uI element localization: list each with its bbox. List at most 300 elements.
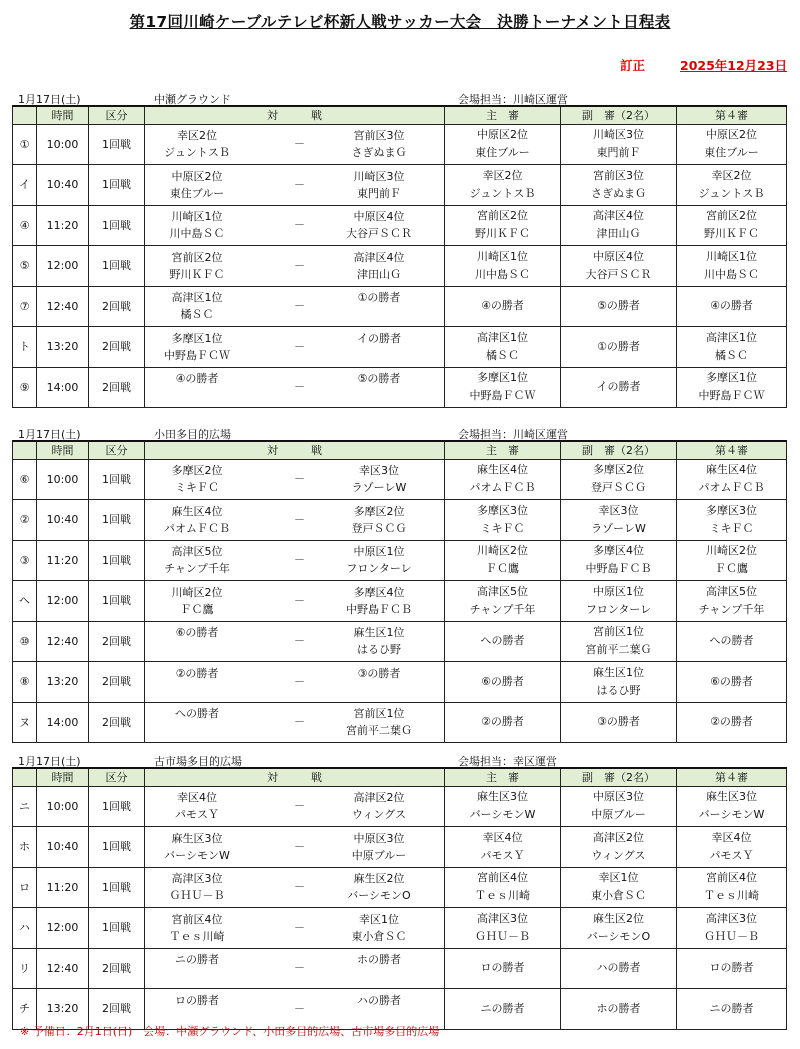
referee-rank: 宮前区2位 — [477, 209, 528, 223]
team-b-name: フロンターレ — [346, 562, 412, 576]
table-row — [13, 205, 787, 246]
referee-rank: 中原区2位 — [477, 128, 528, 142]
fourth-rank: 宮前区4位 — [706, 871, 757, 885]
fourth-team: ジュントスＢ — [698, 186, 765, 200]
assistant-rank: 麻生区1位 — [593, 665, 644, 679]
versus-dash: － — [294, 839, 305, 853]
table-row — [13, 786, 787, 827]
match-id: ⑧ — [13, 662, 37, 703]
versus-dash: － — [294, 137, 305, 151]
fourth-team: パオムＦＣＢ — [698, 481, 765, 495]
venue-name: 中瀬グラウンド — [154, 93, 231, 106]
table-row — [13, 500, 787, 541]
team-a-name: 野川ＫＦＣ — [169, 267, 225, 281]
referee-cell — [445, 500, 561, 541]
fourth-rank: 高津区5位 — [706, 584, 757, 598]
versus-dash: － — [294, 880, 305, 894]
fourth-rank: ニの勝者 — [709, 1001, 754, 1015]
assistant-team: フロンターレ — [585, 602, 652, 616]
referee-rank: ニの勝者 — [480, 1001, 525, 1015]
team-a-rank: 幸区2位 — [177, 129, 217, 143]
referee-cell — [445, 459, 561, 500]
team-a-name: 橘ＳＣ — [180, 308, 214, 322]
fourth-cell — [677, 948, 787, 989]
fourth-cell — [677, 989, 787, 1030]
team-a-rank: ロの勝者 — [175, 993, 219, 1007]
venue-manager: 会場担当：川崎区運営 — [458, 428, 568, 441]
assistant-team: 東小倉ＳＣ — [591, 889, 646, 903]
fourth-cell — [677, 459, 787, 500]
team-a-rank: ②の勝者 — [175, 666, 219, 680]
referee-cell — [445, 124, 561, 165]
match-pairing — [145, 786, 445, 827]
fourth-rank: 川崎区1位 — [706, 249, 757, 263]
assistant-cell — [561, 908, 677, 949]
referee-cell — [445, 702, 561, 743]
referee-team: 橘ＳＣ — [486, 348, 519, 362]
referee-team: パオムＦＣＢ — [469, 481, 536, 495]
fourth-rank: 高津区3位 — [706, 911, 757, 925]
fourth-cell — [677, 124, 787, 165]
team-a-rank: ⑥の勝者 — [175, 626, 219, 640]
table-header-row — [13, 441, 787, 459]
header-match: 対 戦 — [145, 441, 445, 459]
team-a-name: 川中島ＳＣ — [169, 227, 225, 241]
referee-team: 中野島ＦＣＷ — [469, 389, 536, 403]
table-row — [13, 246, 787, 287]
match-pairing — [145, 867, 445, 908]
referee-cell — [445, 246, 561, 287]
header-match: 対 戦 — [145, 106, 445, 124]
match-id: ト — [13, 327, 37, 368]
table-row — [13, 662, 787, 703]
header-round: 区分 — [89, 768, 145, 786]
fourth-team: 中野島ＦＣＷ — [698, 389, 765, 403]
match-time: 11:20 — [37, 867, 89, 908]
venue-name: 古市場多目的広場 — [154, 755, 242, 768]
page-title: 第17回川崎ケーブルテレビ杯新人戦サッカー大会 決勝トーナメント日程表 — [129, 13, 671, 31]
team-b-name: 宮前平二葉Ｇ — [346, 724, 412, 738]
fourth-cell — [677, 327, 787, 368]
assistant-cell — [561, 124, 677, 165]
match-pairing — [145, 124, 445, 165]
assistant-cell — [561, 702, 677, 743]
team-b-rank: 中原区1位 — [353, 545, 405, 559]
table-header-row — [13, 106, 787, 124]
header-fourth: 第４審 — [677, 106, 787, 124]
team-a-rank: ④の勝者 — [175, 372, 219, 386]
referee-team: ＧＨＵ－Ｂ — [475, 929, 530, 943]
fourth-rank: 幸区2位 — [711, 168, 752, 182]
match-pairing — [145, 205, 445, 246]
fourth-cell — [677, 662, 787, 703]
match-time: 14:00 — [37, 702, 89, 743]
team-a-name: パオムＦＣＢ — [164, 521, 230, 535]
referee-team: ジュントスＢ — [469, 186, 536, 200]
header-match: 対 戦 — [145, 768, 445, 786]
assistant-rank: 宮前区3位 — [593, 168, 644, 182]
table-row — [13, 286, 787, 327]
table-row — [13, 459, 787, 500]
referee-cell — [445, 662, 561, 703]
team-a-name: ＧＨＵ－Ｂ — [169, 889, 225, 903]
referee-team: バーシモンW — [469, 808, 536, 822]
referee-rank: ⑥の勝者 — [481, 674, 524, 688]
versus-dash: － — [294, 339, 305, 353]
versus-dash: － — [294, 920, 305, 934]
venue-name: 小田多目的広場 — [154, 428, 231, 441]
match-round: 1回戦 — [89, 165, 145, 206]
team-a-name: ミキＦＣ — [175, 481, 219, 495]
team-b-rank: 高津区4位 — [353, 250, 405, 264]
header-id — [13, 768, 37, 786]
match-round: 2回戦 — [89, 702, 145, 743]
team-b-rank: 多摩区2位 — [353, 504, 405, 518]
match-id: ハ — [13, 908, 37, 949]
assistant-cell — [561, 246, 677, 287]
match-time: 13:20 — [37, 662, 89, 703]
fourth-team: パモスＹ — [709, 848, 754, 862]
match-id: ⑥ — [13, 459, 37, 500]
team-a-rank: 中原区2位 — [171, 169, 223, 183]
assistant-team: 宮前平二葉Ｇ — [585, 643, 652, 657]
assistant-rank: 多摩区2位 — [593, 463, 644, 477]
match-round: 1回戦 — [89, 827, 145, 868]
header-assistant: 副 審（2名） — [561, 106, 677, 124]
team-b-rank: 麻生区1位 — [353, 626, 405, 640]
referee-cell — [445, 165, 561, 206]
versus-dash: － — [294, 799, 305, 813]
assistant-rank: 高津区4位 — [593, 209, 644, 223]
assistant-cell — [561, 367, 677, 408]
assistant-cell — [561, 459, 677, 500]
fourth-team: 橘ＳＣ — [715, 348, 748, 362]
team-b-rank: 高津区2位 — [353, 791, 405, 805]
match-time: 10:40 — [37, 165, 89, 206]
match-time: 14:00 — [37, 367, 89, 408]
match-time: 10:00 — [37, 124, 89, 165]
fourth-team: 川中島ＳＣ — [704, 267, 759, 281]
referee-team: Ｔｅｓ川崎 — [475, 889, 530, 903]
match-time: 12:00 — [37, 908, 89, 949]
referee-team: 東住ブルー — [475, 146, 530, 160]
fourth-cell — [677, 367, 787, 408]
table-row — [13, 948, 787, 989]
fourth-rank: 多摩区1位 — [706, 371, 757, 385]
referee-rank: 幸区2位 — [482, 168, 523, 182]
match-round: 1回戦 — [89, 246, 145, 287]
match-round: 2回戦 — [89, 286, 145, 327]
match-pairing — [145, 500, 445, 541]
header-assistant: 副 審（2名） — [561, 768, 677, 786]
fourth-team: ミキＦＣ — [709, 521, 754, 535]
team-a-rank: 高津区5位 — [171, 545, 223, 559]
table-row — [13, 124, 787, 165]
assistant-rank: ③の勝者 — [597, 715, 640, 729]
team-b-name: 登戸ＳＣＧ — [351, 521, 407, 535]
team-b-rank: 幸区1位 — [359, 912, 399, 926]
assistant-cell — [561, 948, 677, 989]
team-b-rank: ホの勝者 — [357, 953, 401, 967]
versus-dash: － — [294, 715, 305, 729]
match-time: 12:40 — [37, 621, 89, 662]
fourth-cell — [677, 246, 787, 287]
assistant-cell — [561, 989, 677, 1030]
assistant-rank: 幸区3位 — [598, 503, 639, 517]
team-b-name: はるひ野 — [357, 643, 401, 657]
team-b-rank: 中原区3位 — [353, 831, 405, 845]
team-a-name: パモスＹ — [175, 808, 219, 822]
table-row — [13, 702, 787, 743]
referee-team: 野川ＫＦＣ — [475, 227, 530, 241]
assistant-cell — [561, 540, 677, 581]
versus-dash: － — [294, 674, 305, 688]
assistant-team: ラゾーレW — [591, 521, 646, 535]
header-referee: 主 審 — [445, 106, 561, 124]
assistant-cell — [561, 327, 677, 368]
assistant-rank: 中原区3位 — [593, 790, 644, 804]
versus-dash: － — [294, 218, 305, 232]
match-time: 13:20 — [37, 327, 89, 368]
match-pairing — [145, 621, 445, 662]
match-pairing — [145, 246, 445, 287]
team-a-rank: 多摩区2位 — [171, 464, 223, 478]
match-time: 13:20 — [37, 989, 89, 1030]
referee-rank: 幸区4位 — [482, 830, 523, 844]
match-time: 12:40 — [37, 286, 89, 327]
assistant-team: ウィングス — [591, 848, 646, 862]
header-id — [13, 441, 37, 459]
match-id: ⑦ — [13, 286, 37, 327]
referee-cell — [445, 908, 561, 949]
versus-dash: － — [294, 593, 305, 607]
assistant-cell — [561, 867, 677, 908]
referee-rank: ②の勝者 — [481, 715, 524, 729]
assistant-rank: 中原区4位 — [593, 249, 644, 263]
header-assistant: 副 審（2名） — [561, 441, 677, 459]
team-a-rank: 多摩区1位 — [171, 331, 223, 345]
assistant-team: 中野島ＦＣＢ — [585, 562, 652, 576]
fourth-cell — [677, 867, 787, 908]
referee-cell — [445, 867, 561, 908]
fourth-cell — [677, 540, 787, 581]
referee-rank: 麻生区4位 — [477, 463, 528, 477]
match-round: 2回戦 — [89, 948, 145, 989]
referee-cell — [445, 948, 561, 989]
assistant-cell — [561, 165, 677, 206]
match-round: 2回戦 — [89, 327, 145, 368]
fourth-rank: ⑥の勝者 — [710, 674, 753, 688]
header-fourth: 第４審 — [677, 441, 787, 459]
assistant-team: 津田山Ｇ — [596, 227, 641, 241]
team-a-name: Ｔｅｓ川崎 — [169, 929, 225, 943]
team-a-rank: 幸区4位 — [177, 791, 217, 805]
match-time: 10:40 — [37, 500, 89, 541]
referee-rank: 高津区1位 — [477, 330, 528, 344]
schedule-table — [12, 767, 787, 1030]
team-a-rank: 宮前区2位 — [171, 250, 223, 264]
referee-cell — [445, 786, 561, 827]
referee-cell — [445, 327, 561, 368]
referee-rank: 高津区5位 — [477, 584, 528, 598]
assistant-cell — [561, 621, 677, 662]
assistant-rank: イの勝者 — [596, 380, 641, 394]
table-row — [13, 827, 787, 868]
match-date: 1月17日(土) — [18, 428, 81, 441]
referee-cell — [445, 540, 561, 581]
versus-dash: － — [294, 258, 305, 272]
match-pairing — [145, 948, 445, 989]
versus-dash: － — [294, 634, 305, 648]
match-time: 11:20 — [37, 205, 89, 246]
fourth-team: 野川ＫＦＣ — [704, 227, 759, 241]
assistant-cell — [561, 662, 677, 703]
team-b-rank: イの勝者 — [357, 331, 401, 345]
referee-cell — [445, 989, 561, 1030]
assistant-cell — [561, 827, 677, 868]
footnote: ※ 予備日：2月1日(日) 会場：中瀬グラウンド、小田多目的広場、古市場多目的広場 — [20, 1025, 440, 1038]
team-b-rank: 麻生区2位 — [353, 872, 405, 886]
match-time: 10:40 — [37, 827, 89, 868]
fourth-rank: 麻生区3位 — [706, 790, 757, 804]
assistant-rank: ホの勝者 — [596, 1001, 641, 1015]
match-id: ⑨ — [13, 367, 37, 408]
match-id: ヘ — [13, 581, 37, 622]
team-b-rank: 多摩区4位 — [353, 585, 405, 599]
referee-team: チャンプ千年 — [469, 602, 536, 616]
assistant-team: さぎぬまＧ — [591, 186, 646, 200]
match-time: 12:00 — [37, 581, 89, 622]
match-id: ヌ — [13, 702, 37, 743]
referee-rank: ロの勝者 — [480, 961, 525, 975]
assistant-rank: 宮前区1位 — [593, 625, 644, 639]
assistant-rank: ①の勝者 — [597, 339, 640, 353]
team-a-name: チャンプ千年 — [164, 562, 230, 576]
fourth-team: バーシモンW — [698, 808, 765, 822]
team-b-rank: 宮前区1位 — [353, 707, 405, 721]
schedule-table — [12, 440, 787, 743]
assistant-cell — [561, 581, 677, 622]
team-a-name: 中野島ＦＣＷ — [164, 348, 230, 362]
match-round: 1回戦 — [89, 459, 145, 500]
fourth-rank: 麻生区4位 — [706, 463, 757, 477]
team-b-name: 大谷戸ＳＣＲ — [346, 227, 412, 241]
fourth-rank: 中原区2位 — [706, 128, 757, 142]
fourth-rank: 宮前区2位 — [706, 209, 757, 223]
assistant-cell — [561, 500, 677, 541]
table-row — [13, 327, 787, 368]
team-b-rank: ③の勝者 — [357, 666, 401, 680]
match-round: 1回戦 — [89, 205, 145, 246]
team-b-name: バーシモンO — [347, 889, 411, 903]
assistant-team: はるひ野 — [596, 683, 641, 697]
match-round: 1回戦 — [89, 500, 145, 541]
assistant-cell — [561, 786, 677, 827]
match-time: 12:40 — [37, 948, 89, 989]
fourth-rank: への勝者 — [709, 634, 754, 648]
match-round: 2回戦 — [89, 367, 145, 408]
match-round: 2回戦 — [89, 989, 145, 1030]
team-b-name: ラゾーレW — [351, 481, 407, 495]
fourth-cell — [677, 621, 787, 662]
match-round: 1回戦 — [89, 581, 145, 622]
referee-cell — [445, 621, 561, 662]
match-round: 1回戦 — [89, 867, 145, 908]
match-round: 1回戦 — [89, 540, 145, 581]
match-pairing — [145, 459, 445, 500]
match-date: 1月17日(土) — [18, 93, 81, 106]
venue-manager: 会場担当：幸区運営 — [458, 755, 557, 768]
team-b-name: 東門前Ｆ — [357, 186, 401, 200]
team-a-rank: への勝者 — [175, 707, 219, 721]
header-time: 時間 — [37, 441, 89, 459]
fourth-team: ＧＨＵ－Ｂ — [704, 929, 759, 943]
match-pairing — [145, 702, 445, 743]
team-a-rank: 川崎区2位 — [171, 585, 223, 599]
header-fourth: 第４審 — [677, 768, 787, 786]
match-time: 10:00 — [37, 786, 89, 827]
match-id: リ — [13, 948, 37, 989]
assistant-rank: 川崎区3位 — [593, 128, 644, 142]
fourth-cell — [677, 786, 787, 827]
header-time: 時間 — [37, 768, 89, 786]
assistant-rank: ハの勝者 — [596, 961, 641, 975]
referee-rank: 宮前区4位 — [477, 871, 528, 885]
section-header — [14, 753, 786, 767]
header-referee: 主 審 — [445, 441, 561, 459]
table-row — [13, 165, 787, 206]
match-round: 1回戦 — [89, 124, 145, 165]
team-b-rank: ハの勝者 — [357, 993, 401, 1007]
fourth-rank: 多摩区3位 — [706, 503, 757, 517]
versus-dash: － — [294, 512, 305, 526]
referee-team: 川中島ＳＣ — [475, 267, 530, 281]
match-date: 1月17日(土) — [18, 755, 81, 768]
table-row — [13, 867, 787, 908]
match-id: チ — [13, 989, 37, 1030]
section-header — [14, 91, 786, 105]
match-pairing — [145, 540, 445, 581]
match-round: 1回戦 — [89, 786, 145, 827]
fourth-team: 東住ブルー — [704, 146, 759, 160]
assistant-team: 大谷戸ＳＣＲ — [585, 267, 652, 281]
header-id — [13, 106, 37, 124]
referee-team: パモスＹ — [480, 848, 525, 862]
assistant-cell — [561, 286, 677, 327]
schedule-table — [12, 105, 787, 408]
venue-manager: 会場担当：川崎区運営 — [458, 93, 568, 106]
match-id: ⑤ — [13, 246, 37, 287]
match-time: 10:00 — [37, 459, 89, 500]
assistant-team: 登戸ＳＣＧ — [591, 481, 646, 495]
team-b-name: 東小倉ＳＣ — [351, 929, 407, 943]
fourth-cell — [677, 908, 787, 949]
team-b-rank: ①の勝者 — [357, 291, 401, 305]
table-header-row — [13, 768, 787, 786]
fourth-cell — [677, 165, 787, 206]
team-a-name: ＦＣ鷹 — [180, 602, 214, 616]
assistant-rank: 多摩区4位 — [593, 544, 644, 558]
table-row — [13, 367, 787, 408]
match-pairing — [145, 286, 445, 327]
match-id: ニ — [13, 786, 37, 827]
match-time: 11:20 — [37, 540, 89, 581]
table-row — [13, 908, 787, 949]
team-b-name: さぎぬまＧ — [351, 146, 407, 160]
versus-dash: － — [294, 1001, 305, 1015]
team-b-name: ウィングス — [351, 808, 406, 822]
team-a-name: バーシモンW — [164, 848, 230, 862]
